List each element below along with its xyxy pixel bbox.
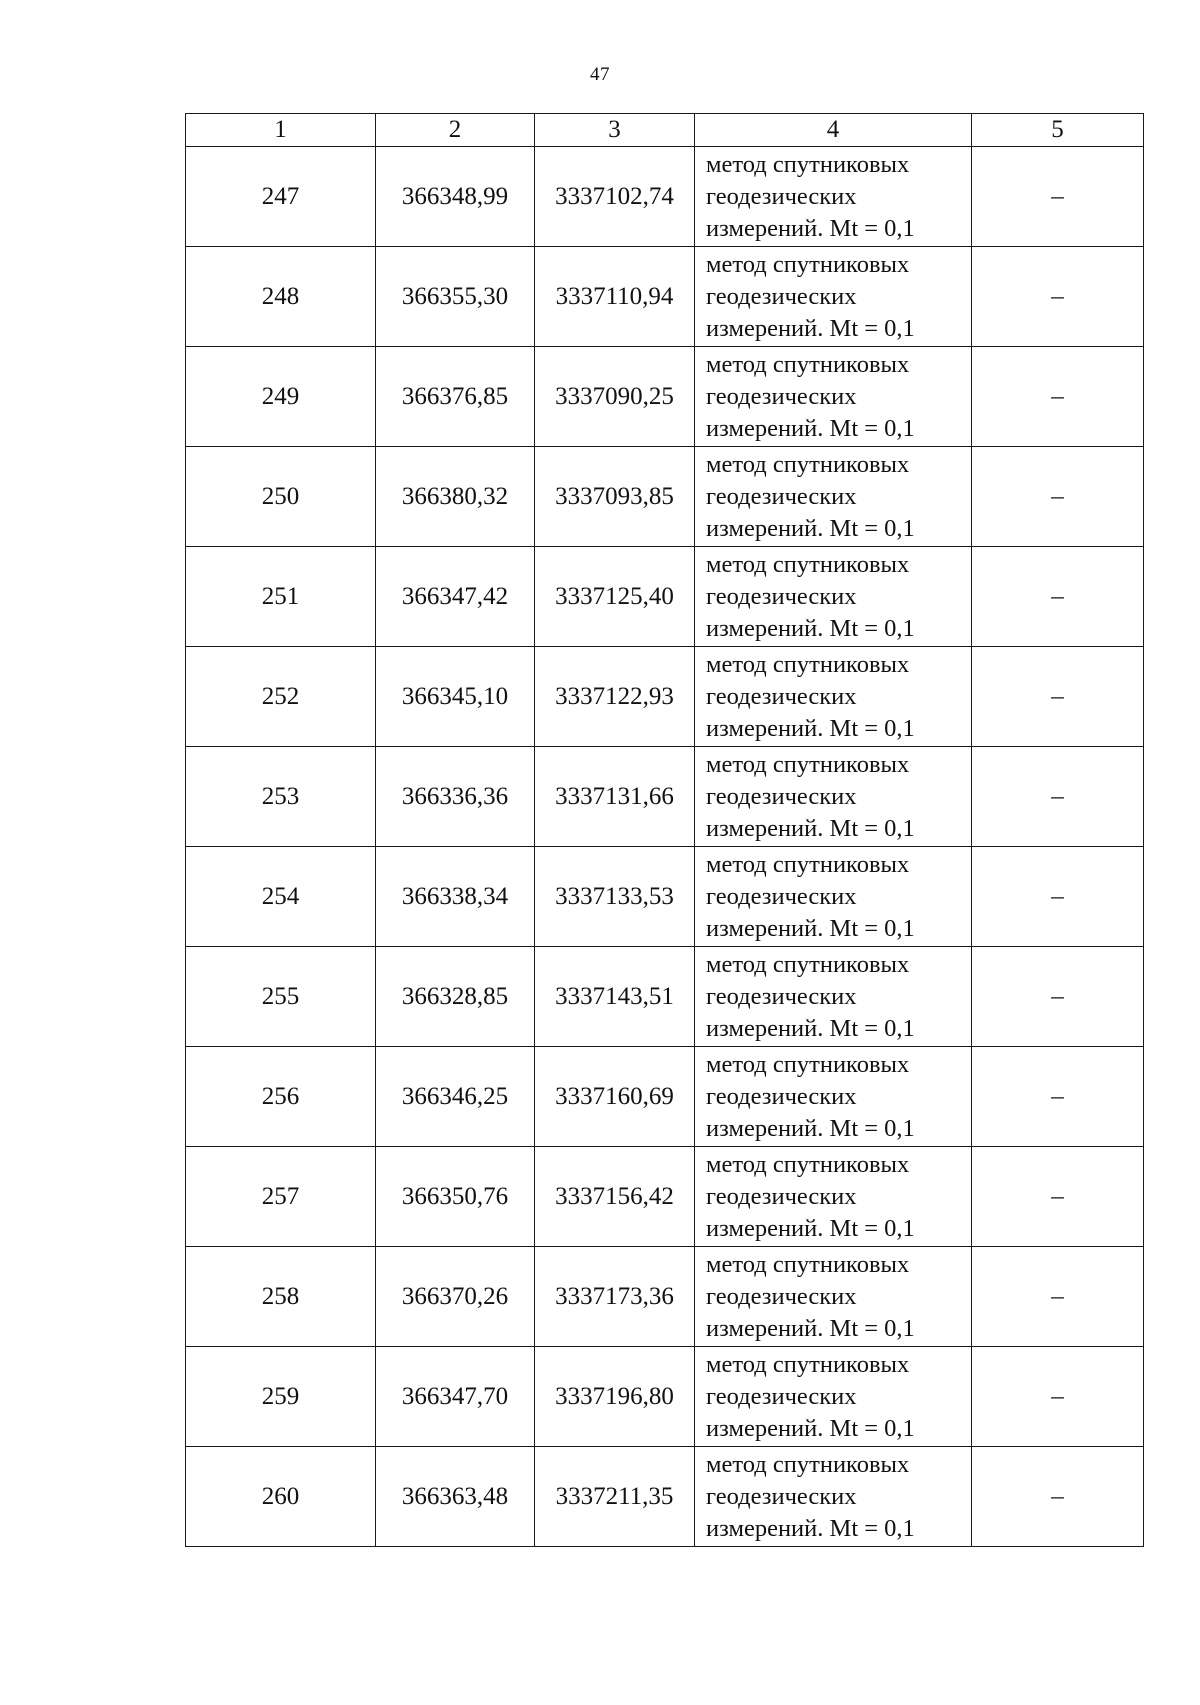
- method-line: метод спутниковых: [706, 1050, 910, 1078]
- method-cell: [695, 947, 972, 1047]
- note-cell: –: [972, 647, 1144, 747]
- note-cell: –: [972, 1447, 1144, 1547]
- point-number-cell: 260: [186, 1447, 376, 1547]
- x-coordinate-cell: 366336,36: [376, 747, 535, 847]
- table-row: [186, 1147, 1144, 1247]
- table-row: [186, 647, 1144, 747]
- table-row: [186, 747, 1144, 847]
- x-coordinate-cell: 366347,70: [376, 1347, 535, 1447]
- point-number-cell: 248: [186, 247, 376, 347]
- method-line: метод спутниковых: [706, 750, 910, 778]
- y-coordinate-cell: 3337125,40: [535, 547, 695, 647]
- x-coordinate-cell: 366347,42: [376, 547, 535, 647]
- y-coordinate-cell: 3337173,36: [535, 1247, 695, 1347]
- method-line: измерений. Mt = 0,1: [706, 814, 915, 842]
- y-coordinate-cell: 3337110,94: [535, 247, 695, 347]
- method-line: геодезических: [706, 182, 857, 210]
- method-cell: [695, 1347, 972, 1447]
- method-line: геодезических: [706, 582, 857, 610]
- method-line: измерений. Mt = 0,1: [706, 414, 915, 442]
- point-number-cell: 259: [186, 1347, 376, 1447]
- method-line: метод спутниковых: [706, 1450, 910, 1478]
- method-line: метод спутниковых: [706, 1250, 910, 1278]
- table-row: [186, 1247, 1144, 1347]
- y-coordinate-cell: 3337093,85: [535, 447, 695, 547]
- method-cell: [695, 1147, 972, 1247]
- x-coordinate-cell: 366348,99: [376, 147, 535, 247]
- y-coordinate-cell: 3337156,42: [535, 1147, 695, 1247]
- x-coordinate-cell: 366380,32: [376, 447, 535, 547]
- method-line: геодезических: [706, 982, 857, 1010]
- x-coordinate-cell: 366363,48: [376, 1447, 535, 1547]
- method-cell: [695, 647, 972, 747]
- method-cell: [695, 347, 972, 447]
- y-coordinate-cell: 3337196,80: [535, 1347, 695, 1447]
- method-line: геодезических: [706, 1282, 857, 1310]
- method-line: геодезических: [706, 1082, 857, 1110]
- method-line: геодезических: [706, 682, 857, 710]
- point-number-cell: 249: [186, 347, 376, 447]
- table-row: [186, 1047, 1144, 1147]
- y-coordinate-cell: 3337090,25: [535, 347, 695, 447]
- method-line: измерений. Mt = 0,1: [706, 1314, 915, 1342]
- x-coordinate-cell: 366328,85: [376, 947, 535, 1047]
- table-row: [186, 947, 1144, 1047]
- x-coordinate-cell: 366370,26: [376, 1247, 535, 1347]
- x-coordinate-cell: 366350,76: [376, 1147, 535, 1247]
- y-coordinate-cell: 3337131,66: [535, 747, 695, 847]
- x-coordinate-cell: 366346,25: [376, 1047, 535, 1147]
- x-coordinate-cell: 366345,10: [376, 647, 535, 747]
- table-row: [186, 547, 1144, 647]
- note-cell: –: [972, 547, 1144, 647]
- note-cell: –: [972, 447, 1144, 547]
- method-line: геодезических: [706, 1482, 857, 1510]
- point-number-cell: 250: [186, 447, 376, 547]
- x-coordinate-cell: 366355,30: [376, 247, 535, 347]
- column-header-4: 4: [695, 114, 972, 147]
- method-line: геодезических: [706, 1182, 857, 1210]
- column-header-2: 2: [376, 114, 535, 147]
- point-number-cell: 255: [186, 947, 376, 1047]
- point-number-cell: 256: [186, 1047, 376, 1147]
- note-cell: –: [972, 947, 1144, 1047]
- table-row: [186, 247, 1144, 347]
- note-cell: –: [972, 1047, 1144, 1147]
- column-header-5: 5: [972, 114, 1144, 147]
- method-line: метод спутниковых: [706, 850, 910, 878]
- method-line: измерений. Mt = 0,1: [706, 214, 915, 242]
- note-cell: –: [972, 147, 1144, 247]
- point-number-cell: 252: [186, 647, 376, 747]
- method-line: измерений. Mt = 0,1: [706, 1414, 915, 1442]
- table-body: [186, 147, 1144, 1547]
- table-row: [186, 1347, 1144, 1447]
- table-row: [186, 347, 1144, 447]
- point-number-cell: 251: [186, 547, 376, 647]
- method-line: измерений. Mt = 0,1: [706, 1214, 915, 1242]
- table-header-row: [186, 114, 1144, 147]
- note-cell: –: [972, 1347, 1144, 1447]
- method-line: метод спутниковых: [706, 1150, 910, 1178]
- y-coordinate-cell: 3337122,93: [535, 647, 695, 747]
- point-number-cell: 257: [186, 1147, 376, 1247]
- method-line: измерений. Mt = 0,1: [706, 514, 915, 542]
- y-coordinate-cell: 3337160,69: [535, 1047, 695, 1147]
- note-cell: –: [972, 347, 1144, 447]
- method-line: метод спутниковых: [706, 150, 910, 178]
- point-number-cell: 254: [186, 847, 376, 947]
- page-number: 47: [590, 64, 610, 85]
- point-number-cell: 247: [186, 147, 376, 247]
- method-line: метод спутниковых: [706, 550, 910, 578]
- y-coordinate-cell: 3337211,35: [535, 1447, 695, 1547]
- note-cell: –: [972, 247, 1144, 347]
- table-row: [186, 1447, 1144, 1547]
- method-line: измерений. Mt = 0,1: [706, 914, 915, 942]
- table-row: [186, 847, 1144, 947]
- method-line: измерений. Mt = 0,1: [706, 1014, 915, 1042]
- y-coordinate-cell: 3337143,51: [535, 947, 695, 1047]
- column-header-1: 1: [186, 114, 376, 147]
- x-coordinate-cell: 366376,85: [376, 347, 535, 447]
- method-line: метод спутниковых: [706, 450, 910, 478]
- method-cell: [695, 447, 972, 547]
- point-number-cell: 258: [186, 1247, 376, 1347]
- method-cell: [695, 847, 972, 947]
- method-cell: [695, 547, 972, 647]
- method-line: геодезических: [706, 1382, 857, 1410]
- y-coordinate-cell: 3337102,74: [535, 147, 695, 247]
- method-line: метод спутниковых: [706, 1350, 910, 1378]
- method-cell: [695, 747, 972, 847]
- method-line: метод спутниковых: [706, 250, 910, 278]
- x-coordinate-cell: 366338,34: [376, 847, 535, 947]
- method-line: измерений. Mt = 0,1: [706, 314, 915, 342]
- table-row: [186, 147, 1144, 247]
- method-line: геодезических: [706, 382, 857, 410]
- method-line: геодезических: [706, 282, 857, 310]
- method-line: измерений. Mt = 0,1: [706, 714, 915, 742]
- method-cell: [695, 147, 972, 247]
- method-line: метод спутниковых: [706, 950, 910, 978]
- table-row: [186, 447, 1144, 547]
- method-line: геодезических: [706, 782, 857, 810]
- point-number-cell: 253: [186, 747, 376, 847]
- method-line: геодезических: [706, 882, 857, 910]
- method-line: геодезических: [706, 482, 857, 510]
- note-cell: –: [972, 847, 1144, 947]
- method-line: измерений. Mt = 0,1: [706, 1114, 915, 1142]
- method-line: измерений. Mt = 0,1: [706, 614, 915, 642]
- method-cell: [695, 1047, 972, 1147]
- note-cell: –: [972, 1247, 1144, 1347]
- method-cell: [695, 247, 972, 347]
- method-line: измерений. Mt = 0,1: [706, 1514, 915, 1542]
- column-header-3: 3: [535, 114, 695, 147]
- coordinates-table: [185, 113, 1144, 1547]
- method-cell: [695, 1447, 972, 1547]
- y-coordinate-cell: 3337133,53: [535, 847, 695, 947]
- note-cell: –: [972, 747, 1144, 847]
- method-line: метод спутниковых: [706, 650, 910, 678]
- method-cell: [695, 1247, 972, 1347]
- note-cell: –: [972, 1147, 1144, 1247]
- method-line: метод спутниковых: [706, 350, 910, 378]
